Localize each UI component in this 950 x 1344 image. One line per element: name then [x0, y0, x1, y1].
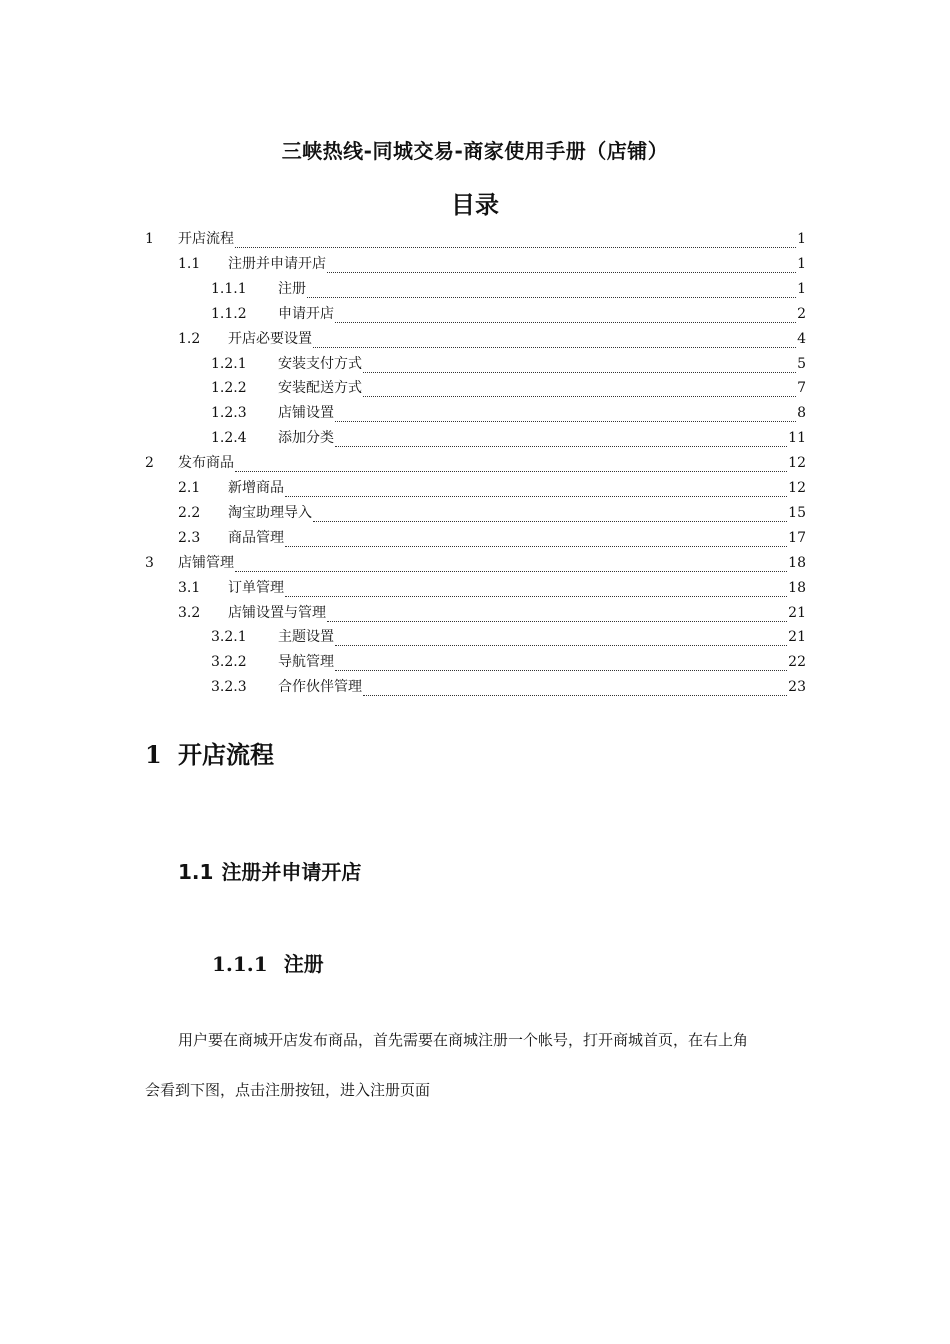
toc-entry[interactable] [211, 301, 806, 323]
toc-dot-leader [235, 457, 787, 472]
toc-entry-number: 1 [145, 231, 154, 247]
toc-dot-leader [363, 681, 787, 696]
toc-dot-leader [313, 507, 787, 522]
section-title: 注册并申请开店 [221, 860, 362, 884]
section-number: 1.1 [178, 860, 214, 884]
toc-dot-leader [235, 557, 787, 572]
toc-entry-label: 注册并申请开店 [228, 255, 326, 272]
toc-entry[interactable] [145, 450, 806, 472]
toc-entry-number: 1.2.3 [211, 405, 247, 422]
toc-entry-page: 21 [788, 604, 806, 621]
toc-entry-page: 7 [797, 380, 806, 397]
toc-entry[interactable] [178, 500, 806, 522]
toc-entry-number: 1.1.2 [211, 305, 247, 322]
toc-entry-number: 1.1 [178, 255, 201, 272]
toc-entry-number: 1.1.1 [211, 280, 247, 297]
toc-entry-page: 23 [788, 679, 806, 696]
toc-entry-page: 8 [797, 405, 806, 422]
toc-entry[interactable] [178, 600, 806, 622]
toc-dot-leader [335, 631, 787, 646]
toc-entry[interactable] [211, 649, 806, 671]
toc-entry-page: 21 [788, 629, 806, 646]
toc-entry-page: 11 [788, 430, 806, 447]
toc-entry[interactable] [211, 624, 806, 646]
toc-entry-number: 3 [145, 554, 154, 571]
toc-entry[interactable] [211, 375, 806, 397]
toc-entry-label: 申请开店 [278, 305, 334, 322]
toc-entry-label: 商品管理 [228, 529, 284, 546]
toc-dot-leader [363, 382, 796, 397]
toc-entry-page: 1 [797, 231, 806, 247]
toc-entry[interactable] [211, 351, 806, 373]
toc-entry-number: 1.2.2 [211, 380, 247, 397]
toc-entry-label: 店铺设置 [278, 405, 334, 422]
toc-entry-page: 2 [797, 305, 806, 322]
toc-entry-number: 3.2.1 [211, 629, 247, 646]
toc-entry-number: 3.2 [178, 604, 201, 621]
toc-entry-page: 22 [788, 654, 806, 671]
section-heading-1 [145, 735, 274, 770]
toc-entry-label: 合作伙伴管理 [278, 679, 362, 696]
toc-entry-label: 主题设置 [278, 629, 334, 646]
section-number: 1 [145, 740, 162, 769]
toc-entry-page: 18 [788, 554, 806, 571]
section-title: 开店流程 [178, 741, 274, 769]
toc-entry[interactable] [178, 525, 806, 547]
toc-entry-label: 店铺设置与管理 [228, 604, 326, 621]
toc-entry-label: 安装支付方式 [278, 355, 362, 372]
toc-entry[interactable] [211, 425, 806, 447]
toc-dot-leader [335, 308, 796, 323]
toc-entry[interactable] [211, 400, 806, 422]
toc-entry-number: 1.2.1 [211, 355, 247, 372]
toc-entry-label: 店铺管理 [178, 554, 234, 571]
toc-entry[interactable] [211, 276, 806, 298]
toc-dot-leader [335, 656, 787, 671]
toc-entry-number: 2 [145, 455, 154, 472]
toc-entry-label: 导航管理 [278, 654, 334, 671]
toc-entry-label: 发布商品 [178, 455, 234, 472]
toc-entry-label: 安装配送方式 [278, 380, 362, 397]
document-title: 三峡热线-同城交易-商家使用手册（店铺） [281, 139, 669, 163]
toc-entry-label: 注册 [278, 280, 306, 297]
toc-entry-label: 开店必要设置 [228, 330, 312, 347]
toc-dot-leader [327, 607, 787, 622]
toc-entry-page: 12 [788, 480, 806, 496]
toc-dot-leader [235, 233, 796, 248]
toc-entry-number: 2.3 [178, 529, 201, 546]
toc-entry[interactable] [145, 226, 806, 248]
toc-entry-number: 3.1 [178, 579, 201, 596]
toc-entry-number: 2.2 [178, 504, 201, 521]
toc-entry-page: 1 [797, 280, 806, 297]
toc-dot-leader [335, 407, 796, 422]
toc-entry-page: 1 [797, 255, 806, 272]
toc-entry-page: 18 [788, 579, 806, 596]
section-heading-1-1-1 [212, 948, 324, 977]
section-heading-1-1 [178, 856, 361, 885]
toc-entry[interactable] [178, 475, 806, 497]
toc-entry-label: 订单管理 [228, 579, 284, 596]
toc-dot-leader [363, 358, 796, 373]
toc-entry-page: 15 [788, 504, 806, 521]
toc-entry-label: 添加分类 [278, 430, 334, 447]
toc-entry[interactable] [178, 326, 806, 348]
toc-entry-number: 3.2.3 [211, 679, 247, 696]
toc-entry-label: 新增商品 [228, 480, 284, 496]
toc-heading: 目录 [451, 191, 499, 219]
toc-entry-label: 开店流程 [178, 231, 234, 247]
toc-entry-number: 1.2 [178, 330, 201, 347]
toc-entry[interactable] [178, 575, 806, 597]
section-title: 注册 [283, 952, 324, 976]
toc-entry-page: 5 [797, 355, 806, 372]
toc-entry[interactable] [145, 550, 806, 572]
toc-dot-leader [327, 258, 796, 273]
toc-dot-leader [335, 432, 787, 447]
section-number: 1.1.1 [212, 952, 268, 976]
toc-entry[interactable] [178, 251, 806, 273]
toc-dot-leader [285, 532, 787, 547]
toc-dot-leader [307, 283, 796, 298]
body-paragraph: 用户要在商城开店发布商品，首先需要在商城注册一个帐号，打开商城首页，在右上角 [178, 1031, 749, 1049]
toc-entry-page: 4 [797, 330, 806, 347]
toc-entry-page: 17 [788, 529, 806, 546]
toc-entry-label: 淘宝助理导入 [228, 504, 312, 521]
toc-dot-leader [313, 333, 796, 348]
toc-entry-number: 3.2.2 [211, 654, 247, 671]
toc-dot-leader [285, 582, 787, 597]
toc-dot-leader [285, 482, 787, 497]
toc-entry-page: 12 [788, 455, 806, 472]
body-paragraph-continued: 会看到下图，点击注册按钮，进入注册页面 [145, 1081, 431, 1099]
toc-entry[interactable] [211, 674, 806, 696]
toc-entry-number: 2.1 [178, 480, 201, 496]
toc-entry-number: 1.2.4 [211, 430, 247, 447]
